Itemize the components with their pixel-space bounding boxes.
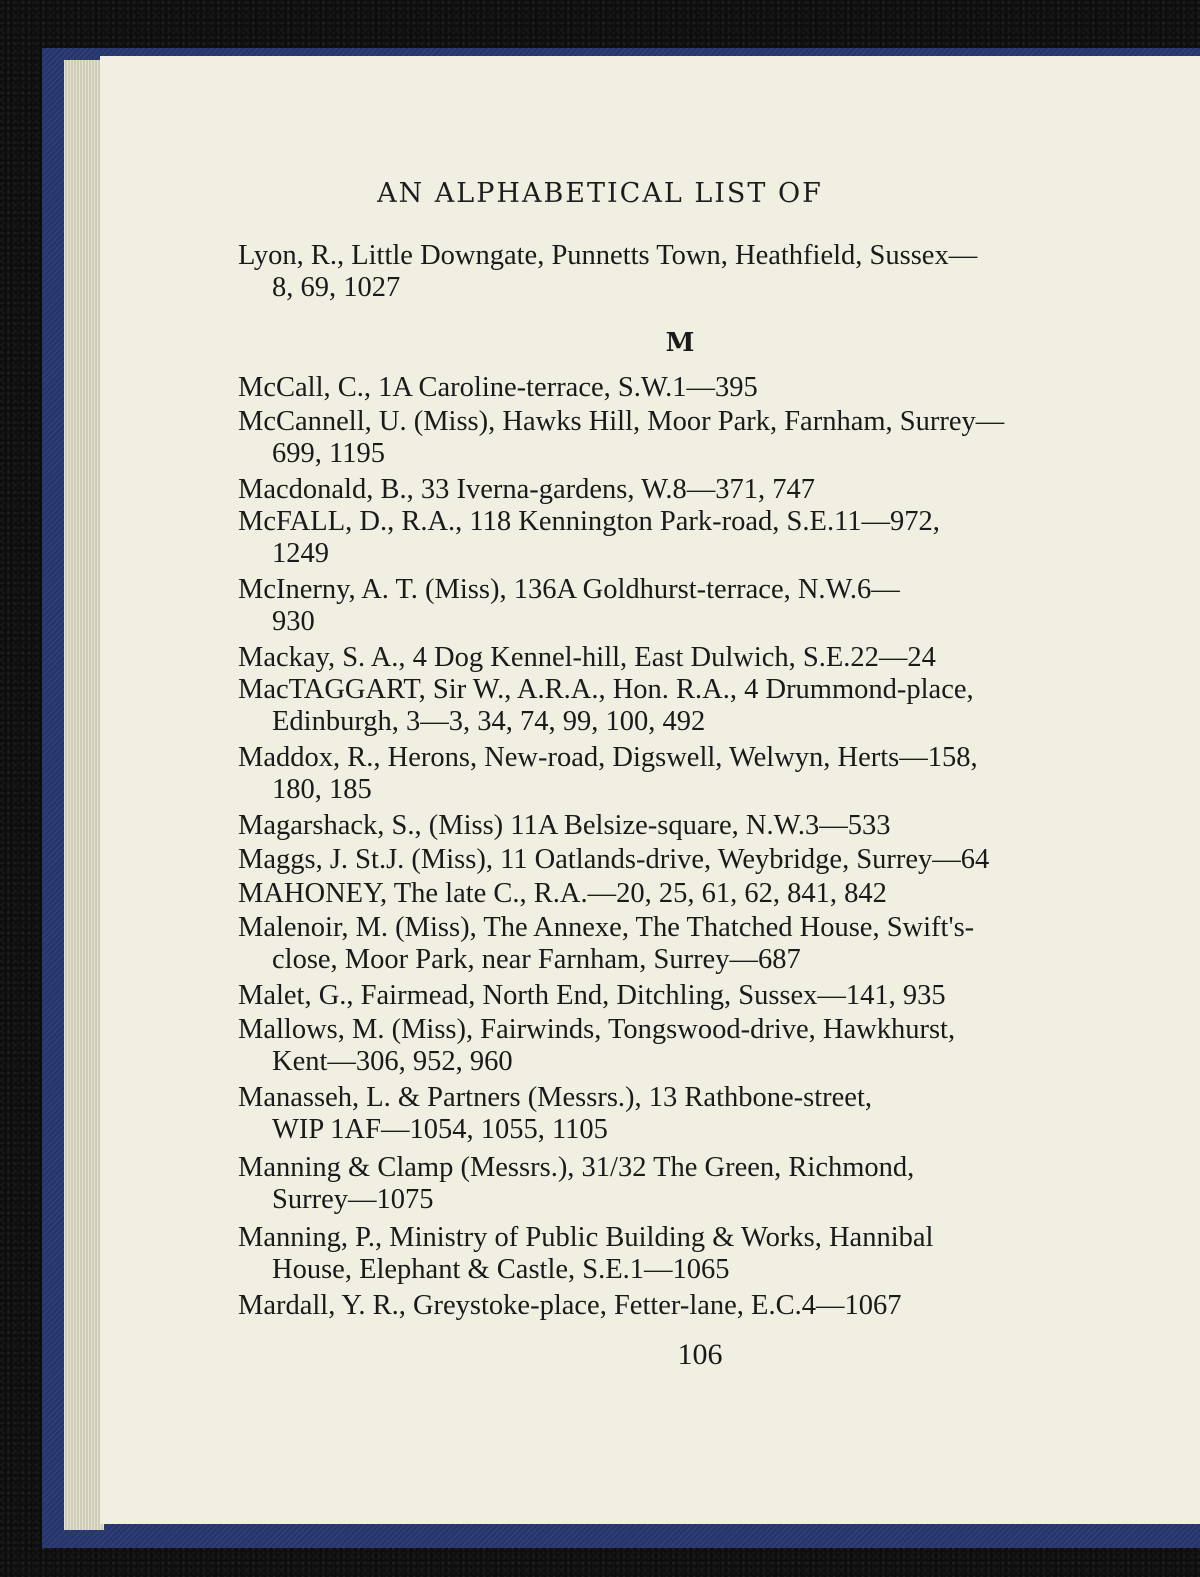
list-entry	[238, 1152, 1158, 1216]
list-entry	[238, 1222, 1158, 1286]
entry-continuation: House, Elephant & Castle, S.E.1—1065	[272, 1254, 730, 1285]
entry-continuation: 930	[272, 606, 315, 637]
entry-line: McCall, C., 1A Caroline-terrace, S.W.1—395	[238, 372, 758, 403]
list-entry	[238, 844, 1158, 876]
list-entry	[238, 574, 1158, 638]
list-entry	[238, 980, 1158, 1012]
entry-continuation: Kent—306, 952, 960	[272, 1046, 513, 1077]
entry-line: Malenoir, M. (Miss), The Annexe, The Thatched House, Swift's-	[238, 912, 975, 943]
entry-line: Malet, G., Fairmead, North End, Ditchling, Sussex—141, 935	[238, 980, 946, 1011]
entry-continuation: Edinburgh, 3—3, 34, 74, 99, 100, 492	[272, 706, 706, 737]
entry-line: MacTAGGART, Sir W., A.R.A., Hon. R.A., 4 Drummond-place,	[238, 674, 974, 705]
page-header: AN ALPHABETICAL LIST OF	[377, 178, 823, 209]
entry-line: Manasseh, L. & Partners (Messrs.), 13 Rathbone-street,	[238, 1082, 872, 1113]
entry-line: Maggs, J. St.J. (Miss), 11 Oatlands-drive, Weybridge, Surrey—64	[238, 844, 990, 875]
list-entry	[238, 406, 1158, 470]
entry-line: McInerny, A. T. (Miss), 136A Goldhurst-terrace, N.W.6—	[238, 574, 900, 605]
entry-line: Manning & Clamp (Messrs.), 31/32 The Green, Richmond,	[238, 1152, 915, 1183]
entry-line: McFALL, D., R.A., 118 Kennington Park-road, S.E.11—972,	[238, 506, 940, 537]
entry-line: Maddox, R., Herons, New-road, Digswell, Welwyn, Herts—158,	[238, 742, 978, 773]
entry-line: MAHONEY, The late C., R.A.—20, 25, 61, 62, 841, 842	[238, 878, 887, 909]
entry-line: Macdonald, B., 33 Iverna-gardens, W.8—371, 747	[238, 474, 816, 505]
list-entry	[238, 240, 1158, 304]
entry-continuation: 180, 185	[272, 774, 372, 805]
entry-line: Mackay, S. A., 4 Dog Kennel-hill, East Dulwich, S.E.22—24	[238, 642, 936, 673]
list-entry	[238, 878, 1158, 910]
entry-line: Mardall, Y. R., Greystoke-place, Fetter-lane, E.C.4—1067	[238, 1290, 902, 1321]
list-entry	[238, 642, 1158, 674]
entry-line: Manning, P., Ministry of Public Building & Works, Hannibal	[238, 1222, 934, 1253]
entry-line: McCannell, U. (Miss), Hawks Hill, Moor Park, Farnham, Surrey—	[238, 406, 1005, 437]
page-edges	[64, 60, 104, 1530]
list-entry	[238, 372, 1158, 404]
list-entry	[238, 506, 1158, 570]
list-entry	[238, 674, 1158, 738]
entry-continuation: close, Moor Park, near Farnham, Surrey—687	[272, 944, 801, 975]
list-entry	[238, 742, 1158, 806]
entry-continuation: 8, 69, 1027	[272, 272, 401, 303]
entry-continuation: 1249	[272, 538, 329, 569]
page-number: 106	[677, 1338, 723, 1371]
entry-continuation: WIP 1AF—1054, 1055, 1105	[272, 1114, 608, 1145]
entry-line: Lyon, R., Little Downgate, Punnetts Town, Heathfield, Sussex—	[238, 240, 978, 271]
list-entry	[238, 474, 1158, 506]
entry-continuation: Surrey—1075	[272, 1184, 434, 1215]
entry-line: Magarshack, S., (Miss) 11A Belsize-square, N.W.3—533	[238, 810, 891, 841]
list-entry	[238, 912, 1158, 976]
list-entry	[238, 1014, 1158, 1078]
entry-continuation: 699, 1195	[272, 438, 385, 469]
list-entry	[238, 810, 1158, 842]
entry-line: Mallows, M. (Miss), Fairwinds, Tongswood-drive, Hawkhurst,	[238, 1014, 956, 1045]
list-entry	[238, 1290, 1158, 1322]
section-letter: M	[665, 328, 695, 358]
list-entry	[238, 1082, 1158, 1146]
